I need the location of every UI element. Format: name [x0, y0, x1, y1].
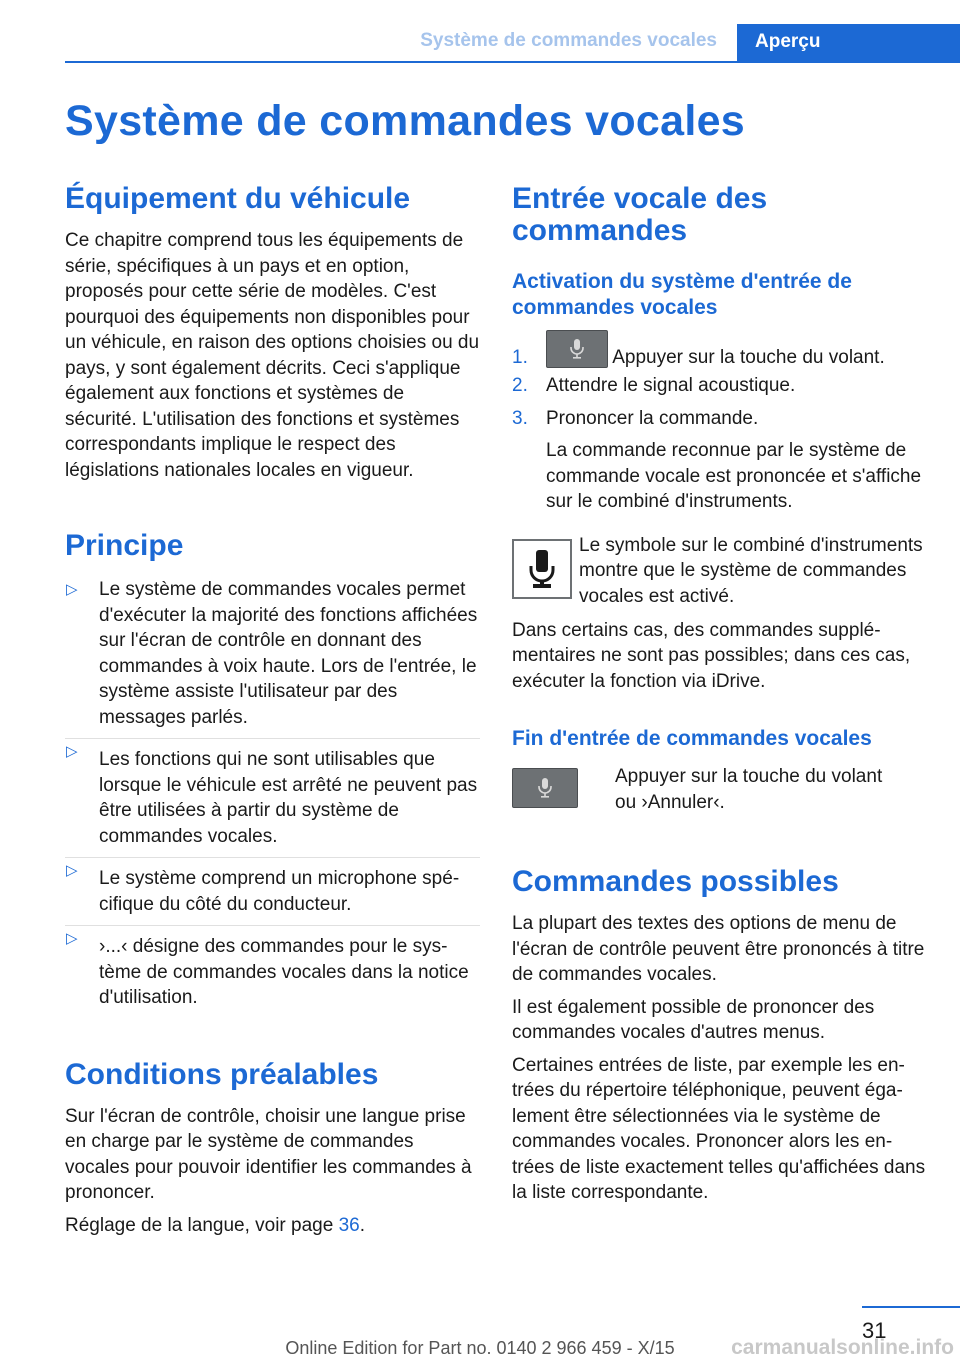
- list-item: ▷ Le système comprend un microphone spécifique du côté du conducteur.: [65, 857, 480, 917]
- page-link[interactable]: 36: [338, 1214, 360, 1236]
- possible-text-3: Certaines entrées de liste, par exemple les entrées du répertoire téléphonique, peuvent également être sélectionnées via le système de commandes vocales. Prononcer alors les entrées de liste exactement telles qu'affichées dans la liste correspondante.: [512, 1054, 926, 1203]
- equipment-heading: Équipement du véhicule: [65, 182, 411, 215]
- conditions-heading: Conditions préalables: [65, 1057, 379, 1091]
- header-section-title: Système de commandes vocales: [420, 30, 717, 51]
- possible-text-2: Il est également possible de prononcer des commandes vocales d'autres menus.: [512, 996, 875, 1043]
- header-rule: [65, 61, 960, 63]
- right-column: [512, 183, 928, 1206]
- possible-commands-heading: Commandes possibles: [512, 865, 839, 898]
- symbol-block: [512, 533, 928, 611]
- equipment-text: Ce chapitre comprend tous les équipements de série, spécifiques à un pays et en option, proposés pour cette série de modèles. C'est pourquoi des équipements non disponibles pour un véhicule, en raison des options choisies ou du pays, y sont également décrits. Ceci s'applique également aux fonctions et systèmes de sécurité. L'utilisation des fonctions et systèmes correspondants implique le respect des législations nationales locales en vigueur.: [65, 230, 480, 481]
- end-input-heading: Fin d'entrée de commandes vocales: [512, 727, 872, 750]
- list-item: ▷ ›...‹ désigne des commandes pour le système de commandes vocales dans la notice d'utilisation.: [65, 925, 480, 1011]
- activation-steps: [512, 330, 928, 515]
- step-item: 2. Attendre le signal acoustique.: [512, 375, 796, 396]
- language-reference: Réglage de la langue, voir page 36.: [65, 1214, 366, 1236]
- end-input-block: [512, 764, 928, 824]
- header-tab-label: Aperçu: [755, 31, 821, 52]
- principle-list: [65, 577, 480, 1011]
- microphone-button-icon: [546, 330, 608, 368]
- left-column: [65, 183, 480, 1238]
- page-title: Système de commandes vocales: [65, 97, 746, 145]
- bullet-triangle-icon: ▷: [66, 743, 78, 760]
- bullet-triangle-icon: ▷: [66, 862, 78, 879]
- microphone-button-icon: [512, 768, 578, 808]
- step-item: 1. Appuyer sur la touche du volant.: [512, 330, 928, 366]
- symbol-text: Le symbole sur le combiné d'instruments montre que le système de commandes vocales est activé.: [579, 534, 923, 607]
- page-number: 31: [862, 1318, 887, 1343]
- bullet-triangle-icon: ▷: [66, 930, 78, 947]
- voice-input-heading: Entrée vocale des commandes: [512, 182, 768, 247]
- end-input-text: Appuyer sur la touche du volant ou ›Annuler‹.: [615, 766, 883, 813]
- principle-heading: Principe: [65, 529, 184, 562]
- header-tab[interactable]: [737, 24, 960, 63]
- bullet-triangle-icon: ▷: [66, 581, 78, 598]
- possible-text-1: La plupart des textes des options de menu de l'écran de contrôle peuvent être prononcés à titre de commandes vocales.: [512, 913, 925, 985]
- edition-footer: Online Edition for Part no. 0140 2 966 459 - X/15: [285, 1338, 675, 1358]
- page-number-rule: [862, 1306, 960, 1308]
- step-item: 3. Prononcer la commande. La commande reconnue par le système de commande vocale est prononcée et s'affiche sur le combiné d'instruments.: [512, 406, 928, 515]
- conditions-text: Sur l'écran de contrôle, choisir une langue prise en charge par le système de commandes vocales pour pouvoir identifier les commandes à prononcer.: [65, 1105, 472, 1203]
- watermark: carmanualsonline.info: [731, 1336, 954, 1359]
- list-item: ▷ Le système de commandes vocales permet d'exécuter la majorité des fonctions affichées sur l'écran de contrôle en donnant des commandes à voix haute. Lors de l'entrée, le système assiste l'utilisateur par des messages parlés.: [66, 579, 478, 728]
- limitation-note: Dans certains cas, des commandes supplémentaires ne sont pas possibles; dans ces cas, exécuter la fonction via iDrive.: [512, 619, 911, 692]
- list-item: ▷ Les fonctions qui ne sont utilisables que lorsque le véhicule est arrêté ne peuvent pas être utilisées à partir du système de commandes vocales.: [65, 738, 480, 849]
- activation-heading: Activation du système d'entrée de commandes vocales: [512, 270, 852, 319]
- microphone-symbol-icon: [512, 539, 572, 599]
- step-3-detail: La commande reconnue par le système de commande vocale est prononcée et s'affiche sur le combiné d'instruments.: [546, 440, 922, 512]
